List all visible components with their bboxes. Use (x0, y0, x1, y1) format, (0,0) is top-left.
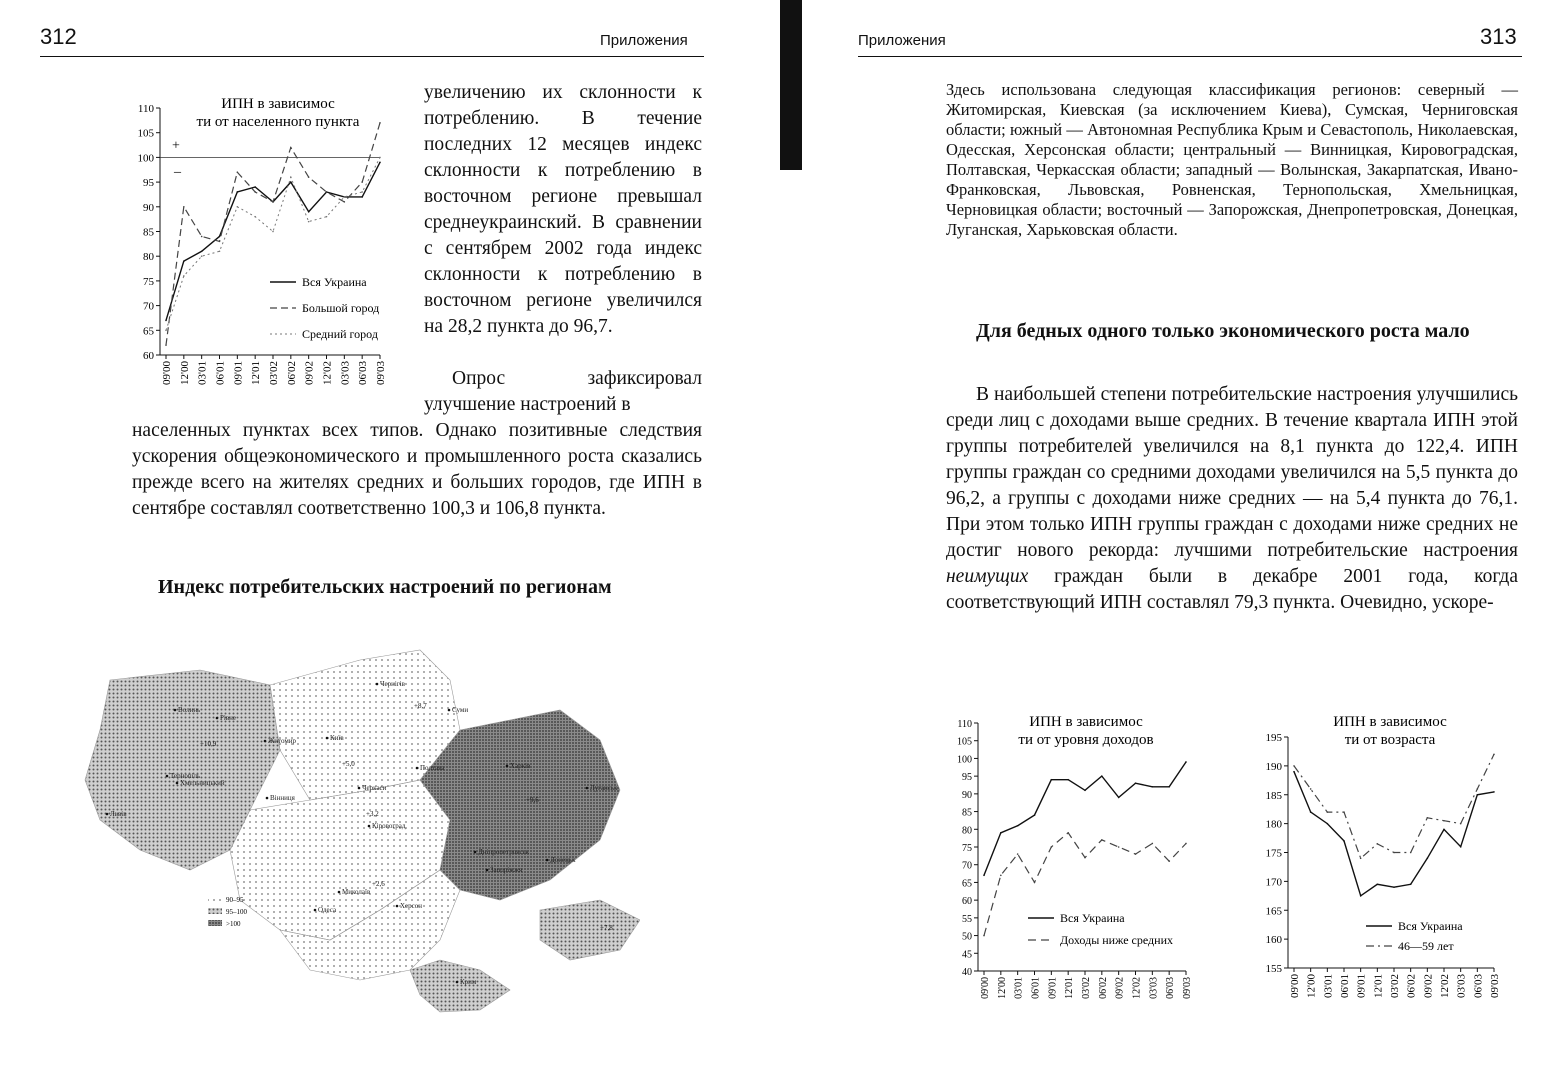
map-city-dot (326, 737, 329, 740)
map-change-value: +3,2 (366, 810, 379, 818)
y-tick-label: 105 (137, 127, 154, 140)
page-number-right: 313 (1480, 24, 1517, 49)
y-tick-label: 160 (1265, 934, 1282, 947)
y-tick-label: 195 (1265, 732, 1282, 744)
legend-label: Вся Украина (1060, 911, 1125, 925)
data-point (1185, 761, 1187, 763)
x-tick-label: 03'03 (1455, 974, 1468, 998)
x-tick-label: 03'01 (196, 361, 209, 385)
data-point (1185, 843, 1187, 845)
map-legend-item: >100 (226, 920, 241, 928)
data-point (1084, 857, 1086, 859)
map-city-dot (474, 851, 477, 854)
data-point (254, 191, 256, 193)
y-tick-label: 60 (143, 350, 154, 362)
x-tick-label: 06'01 (1339, 974, 1351, 998)
page-number-left: 312 (40, 24, 77, 49)
data-point (290, 147, 292, 149)
right-section-heading: Для бедных одного только экономического роста мало (976, 320, 1470, 342)
y-tick-label: 45 (962, 949, 972, 961)
data-point (1034, 814, 1036, 816)
map-city-dot (266, 797, 269, 800)
legend-label: Средний город (302, 327, 378, 341)
map-region-label: Донецьк (550, 856, 576, 864)
running-head-right: Приложения (858, 32, 946, 49)
map-region-label: Львів (110, 810, 127, 818)
data-point (1152, 843, 1154, 845)
data-point (1101, 775, 1103, 777)
chart-title: ИПН в зависимос (1333, 714, 1447, 730)
map-city-dot (546, 859, 549, 862)
map-city-dot (106, 813, 109, 816)
y-tick-label: 100 (957, 754, 972, 766)
series-line (166, 162, 380, 320)
data-point (290, 176, 292, 178)
series-line (1294, 754, 1494, 858)
map-city-dot (448, 709, 451, 712)
map-region-label: Миколаїв (342, 888, 371, 896)
map-city-dot (416, 767, 419, 770)
y-tick-label: 70 (143, 300, 154, 313)
data-point (1168, 786, 1170, 788)
data-point (1360, 895, 1362, 897)
x-tick-label: 12'01 (1064, 977, 1076, 999)
data-point (379, 162, 381, 164)
data-point (1017, 825, 1019, 827)
data-point (308, 211, 310, 213)
map-region-label: Тернопіль (170, 772, 201, 780)
chart-title: ти от возраста (1344, 732, 1436, 748)
map-region-label: Харків (510, 762, 531, 770)
chart-ipn-age (1258, 706, 1518, 1016)
x-tick-label: 06'03 (1165, 977, 1177, 999)
y-tick-label: 85 (143, 226, 154, 239)
y-tick-label: 110 (137, 103, 154, 115)
map-region-label: Житомир (268, 737, 297, 745)
data-point (219, 236, 221, 238)
data-point (1135, 853, 1137, 855)
data-point (379, 122, 381, 124)
data-point (1327, 823, 1329, 825)
legend-label: Вся Украина (1398, 919, 1463, 933)
data-point (1067, 779, 1069, 781)
x-tick-label: 12'02 (1439, 974, 1451, 998)
x-tick-label: 09'02 (1422, 974, 1435, 998)
map-city-dot (176, 782, 179, 785)
data-point (290, 181, 292, 183)
data-point (201, 255, 203, 257)
data-point (361, 181, 363, 183)
classification-note: Здесь использована следующая классификация регионов: северный — Житомирская, Киевская (за исключением Киева), Сумская, Черниговская области; южный — Автономная Республика Крым и Севастополь, Николаевская, Одесская, Херсонская области; центральный — Винницкая, Кировоградская, Полтавская, Черкасская области; западный — Волынская, Закарпатская, Ивано-Франковская, Львовская, Ровненская, Тернопольская, Хмельницкая, Черновицкая области; восточный — Запорожская, Днепропетровская, Донецкая, Луганская, Харьковская области. (946, 80, 1518, 239)
data-point (165, 330, 167, 332)
data-point (272, 231, 274, 233)
map-change-value: +5,0 (342, 760, 355, 768)
data-point (183, 275, 185, 277)
data-point (1427, 817, 1429, 819)
x-tick-label: 09'00 (1289, 974, 1301, 998)
map-city-dot (506, 765, 509, 768)
x-tick-label: 06'02 (285, 361, 298, 385)
map-change-value: +8,7 (414, 702, 427, 710)
map-region-crimea-east (540, 900, 640, 960)
x-tick-label: 03'03 (339, 361, 352, 385)
map-region-label: Дніпропетровськ (478, 848, 530, 856)
data-point (1293, 771, 1295, 773)
data-point (201, 250, 203, 252)
y-tick-label: 95 (143, 177, 154, 190)
data-point (1377, 883, 1379, 885)
data-point (983, 875, 985, 877)
map-city-dot (486, 869, 489, 872)
map-city-dot (396, 905, 399, 908)
left-paragraph-2-rest: населенных пунктах всех типов. Однако позитивные следствия ускорения общеэкономического и промышленного роста сказались прежде всего на жителях средних и больших городов, где ИПН в сентябре составлял соответственно 100,3 и 106,8 пункта. (132, 420, 702, 519)
data-point (1051, 846, 1053, 848)
y-tick-label: 90 (143, 201, 154, 214)
data-point (1377, 843, 1379, 845)
chart-ipn-settlement (130, 88, 400, 418)
left-section-heading: Индекс потребительских настроений по регионам (158, 576, 612, 598)
map-region-label: Запоріжжя (490, 866, 523, 874)
map-region-label: Вінниця (270, 794, 295, 802)
data-point (1443, 829, 1445, 831)
x-tick-label: 12'00 (1305, 974, 1318, 998)
data-point (361, 191, 363, 193)
data-point (983, 935, 985, 937)
x-tick-label: 12'00 (996, 977, 1008, 999)
data-point (1410, 852, 1412, 854)
data-point (1327, 811, 1329, 813)
map-city-dot (368, 825, 371, 828)
data-point (1017, 853, 1019, 855)
map-region-label: Київ (330, 734, 344, 742)
data-point (1034, 882, 1036, 884)
x-tick-label: 06'03 (357, 361, 370, 385)
data-point (308, 176, 310, 178)
x-tick-label: 03'03 (1148, 977, 1160, 999)
legend-label: 46—59 лет (1398, 939, 1454, 953)
y-tick-label: 85 (962, 807, 972, 819)
x-tick-label: 06'02 (1405, 974, 1418, 998)
map-region-label: Херсон (400, 902, 423, 910)
map-region-crimea (410, 960, 510, 1012)
data-point (165, 344, 167, 346)
map-city-dot (314, 909, 317, 912)
data-point (1427, 857, 1429, 859)
map-city-dot (358, 787, 361, 790)
data-point (201, 236, 203, 238)
data-point (1152, 786, 1154, 788)
data-point (1310, 788, 1312, 790)
map-region-label: Чернігів (380, 680, 405, 688)
data-point (1310, 811, 1312, 813)
x-tick-label: 12'02 (321, 361, 334, 385)
legend-label: Доходы ниже средних (1060, 933, 1173, 947)
data-point (254, 216, 256, 218)
chart-title: ИПН в зависимос (1029, 714, 1143, 730)
data-point (1135, 782, 1137, 784)
chart-title: ти от уровня доходов (1018, 732, 1154, 748)
data-point (237, 191, 239, 193)
data-point (165, 320, 167, 322)
map-city-dot (264, 740, 267, 743)
legend-label: Большой город (302, 301, 380, 315)
right-paragraph-part-2: граждан были в декабре 2001 года, когда соответствующий ИПН составлял 79,3 пункта. Очевидно, ускоре- (946, 566, 1518, 613)
y-tick-label: 90 (962, 789, 972, 801)
y-tick-label: 65 (962, 878, 972, 890)
data-point (1118, 797, 1120, 799)
map-city-dot (376, 683, 379, 686)
x-tick-label: 03'02 (1389, 974, 1401, 998)
right-paragraph (946, 382, 1518, 616)
x-tick-label: 09'03 (1489, 974, 1501, 998)
data-point (1343, 811, 1345, 813)
map-change-value: +7,8 (600, 924, 613, 932)
x-tick-label: 09'02 (303, 361, 316, 385)
data-point (1067, 832, 1069, 834)
data-point (326, 191, 328, 193)
map-change-value: +10,9 (200, 740, 217, 748)
series-line (1294, 772, 1494, 896)
annotation-plus: + (172, 138, 180, 154)
map-city-dot (166, 775, 169, 778)
y-tick-label: 105 (957, 736, 972, 748)
data-point (1051, 779, 1053, 781)
data-point (1443, 820, 1445, 822)
data-point (1393, 852, 1395, 854)
map-change-value: +9,6 (526, 796, 539, 804)
x-tick-label: 09'01 (1355, 974, 1368, 998)
y-tick-label: 100 (137, 152, 154, 165)
map-city-dot (456, 981, 459, 984)
data-point (308, 221, 310, 223)
map-region-label: Волинь (178, 706, 201, 714)
map-region-label: Хмельницький (180, 779, 225, 787)
x-tick-label: 09'01 (232, 361, 245, 385)
y-tick-label: 75 (143, 275, 154, 288)
data-point (1493, 791, 1495, 793)
data-point (1493, 754, 1495, 756)
x-tick-label: 12'01 (250, 361, 263, 385)
data-point (344, 196, 346, 198)
map-region-label: Суми (452, 706, 469, 714)
data-point (183, 260, 185, 262)
y-tick-label: 180 (1265, 818, 1282, 831)
data-point (219, 241, 221, 243)
running-head-left: Приложения (600, 32, 688, 49)
y-tick-label: 55 (962, 913, 972, 925)
ukraine-regions-map (80, 640, 640, 1020)
data-point (254, 186, 256, 188)
y-tick-label: 40 (962, 967, 972, 978)
x-tick-label: 06'02 (1097, 977, 1109, 999)
x-tick-label: 09'00 (161, 361, 173, 385)
x-tick-label: 12'00 (178, 361, 191, 385)
x-tick-label: 09'02 (1114, 977, 1126, 999)
chart-ipn-income (950, 706, 1220, 1016)
map-city-dot (174, 709, 177, 712)
y-tick-label: 60 (962, 896, 972, 908)
y-tick-label: 170 (1265, 876, 1282, 889)
data-point (379, 157, 381, 159)
map-region-label: Полтава (420, 764, 445, 772)
header-rule-left (40, 56, 704, 57)
x-tick-label: 09'03 (375, 361, 387, 385)
y-tick-label: 165 (1265, 905, 1282, 918)
data-point (237, 171, 239, 173)
data-point (1477, 788, 1479, 790)
right-paragraph-part-1: В наибольшей степени потребительские настроения улучшились среди лиц с доходами выше средних. В течение квартала ИПН этой группы потребителей увеличился на 8,1 пункта до 122,4. ИПН группы граждан со средними доходами увеличился на 5,5 пункта до 96,2, а группы с доходами ниже средних — на 5,4 пункта до 76,1. При этом только ИПН группы граждан с доходами ниже средних не достиг нового рекорда: лучшими потребительские настроения (946, 384, 1518, 561)
y-tick-label: 75 (962, 843, 972, 854)
x-tick-label: 12'01 (1372, 974, 1385, 998)
map-change-value: +2,6 (372, 880, 385, 888)
data-point (1460, 823, 1462, 825)
y-tick-label: 190 (1265, 760, 1282, 773)
chart-title: ти от населенного пункта (196, 114, 360, 130)
data-point (1293, 765, 1295, 767)
map-city-dot (338, 891, 341, 894)
y-tick-label: 185 (1265, 789, 1282, 802)
data-point (1343, 840, 1345, 842)
y-tick-label: 80 (143, 251, 154, 264)
x-tick-label: 09'03 (1182, 977, 1193, 999)
data-point (1084, 790, 1086, 792)
data-point (272, 201, 274, 203)
x-tick-label: 09'00 (980, 977, 991, 999)
legend-label: Вся Украина (302, 275, 367, 289)
map-city-dot (216, 717, 219, 720)
x-tick-label: 03'02 (268, 361, 280, 385)
data-point (183, 206, 185, 208)
data-point (1393, 886, 1395, 888)
data-point (1000, 875, 1002, 877)
data-point (1360, 857, 1362, 859)
book-spine-shadow (780, 0, 802, 170)
data-point (361, 196, 363, 198)
y-tick-label: 80 (962, 825, 972, 837)
map-region-label: Кіровоград (372, 822, 406, 830)
data-point (1101, 839, 1103, 841)
annotation-minus: – (174, 164, 181, 180)
left-paragraph-1: увеличению их склонности к потреблению. В течение последних 12 месяцев индекс склонности к потреблению в восточном регионе превышал среднеукраинский. В сравнении с сентябрем 2002 года индекс склонности к потреблению в восточном регионе увеличился на 28,2 пункта до 96,7. (424, 82, 702, 337)
data-point (326, 216, 328, 218)
data-point (1168, 860, 1170, 862)
map-region-label: Черкаси (362, 784, 387, 792)
data-point (1460, 846, 1462, 848)
y-tick-label: 155 (1265, 963, 1282, 975)
data-point (1000, 832, 1002, 834)
x-tick-label: 09'01 (1047, 977, 1059, 999)
y-tick-label: 95 (962, 772, 972, 784)
data-point (1477, 794, 1479, 796)
map-legend-item: 90–95 (226, 896, 244, 904)
x-tick-label: 03'02 (1081, 977, 1092, 999)
data-point (1118, 846, 1120, 848)
map-region-label: Луганськ (590, 784, 618, 792)
x-tick-label: 12'02 (1131, 977, 1143, 999)
y-tick-label: 110 (957, 719, 972, 730)
map-region-label: Одеса (318, 906, 337, 914)
y-tick-label: 50 (962, 931, 972, 943)
y-tick-label: 65 (143, 325, 154, 338)
data-point (344, 201, 346, 203)
x-tick-label: 06'03 (1472, 974, 1485, 998)
map-legend (208, 896, 248, 928)
map-city-dot (586, 787, 589, 790)
data-point (237, 206, 239, 208)
data-point (1410, 883, 1412, 885)
map-region-label: Рівне (220, 714, 236, 722)
chart-title: ИПН в зависимос (221, 96, 335, 112)
left-paragraph-2-start: Опрос зафиксировал улучшение настроений в (424, 368, 702, 415)
x-tick-label: 06'01 (214, 361, 227, 385)
x-tick-label: 06'01 (1030, 977, 1042, 999)
data-point (219, 250, 221, 252)
map-legend-item: 95–100 (226, 908, 247, 916)
y-tick-label: 70 (962, 860, 972, 872)
header-rule-right (858, 56, 1522, 57)
x-tick-label: 03'01 (1322, 974, 1335, 998)
y-tick-label: 175 (1265, 847, 1282, 860)
map-region-label: Крим (460, 978, 477, 986)
right-paragraph-italic: неимущих (946, 566, 1029, 587)
x-tick-label: 03'01 (1013, 977, 1025, 999)
